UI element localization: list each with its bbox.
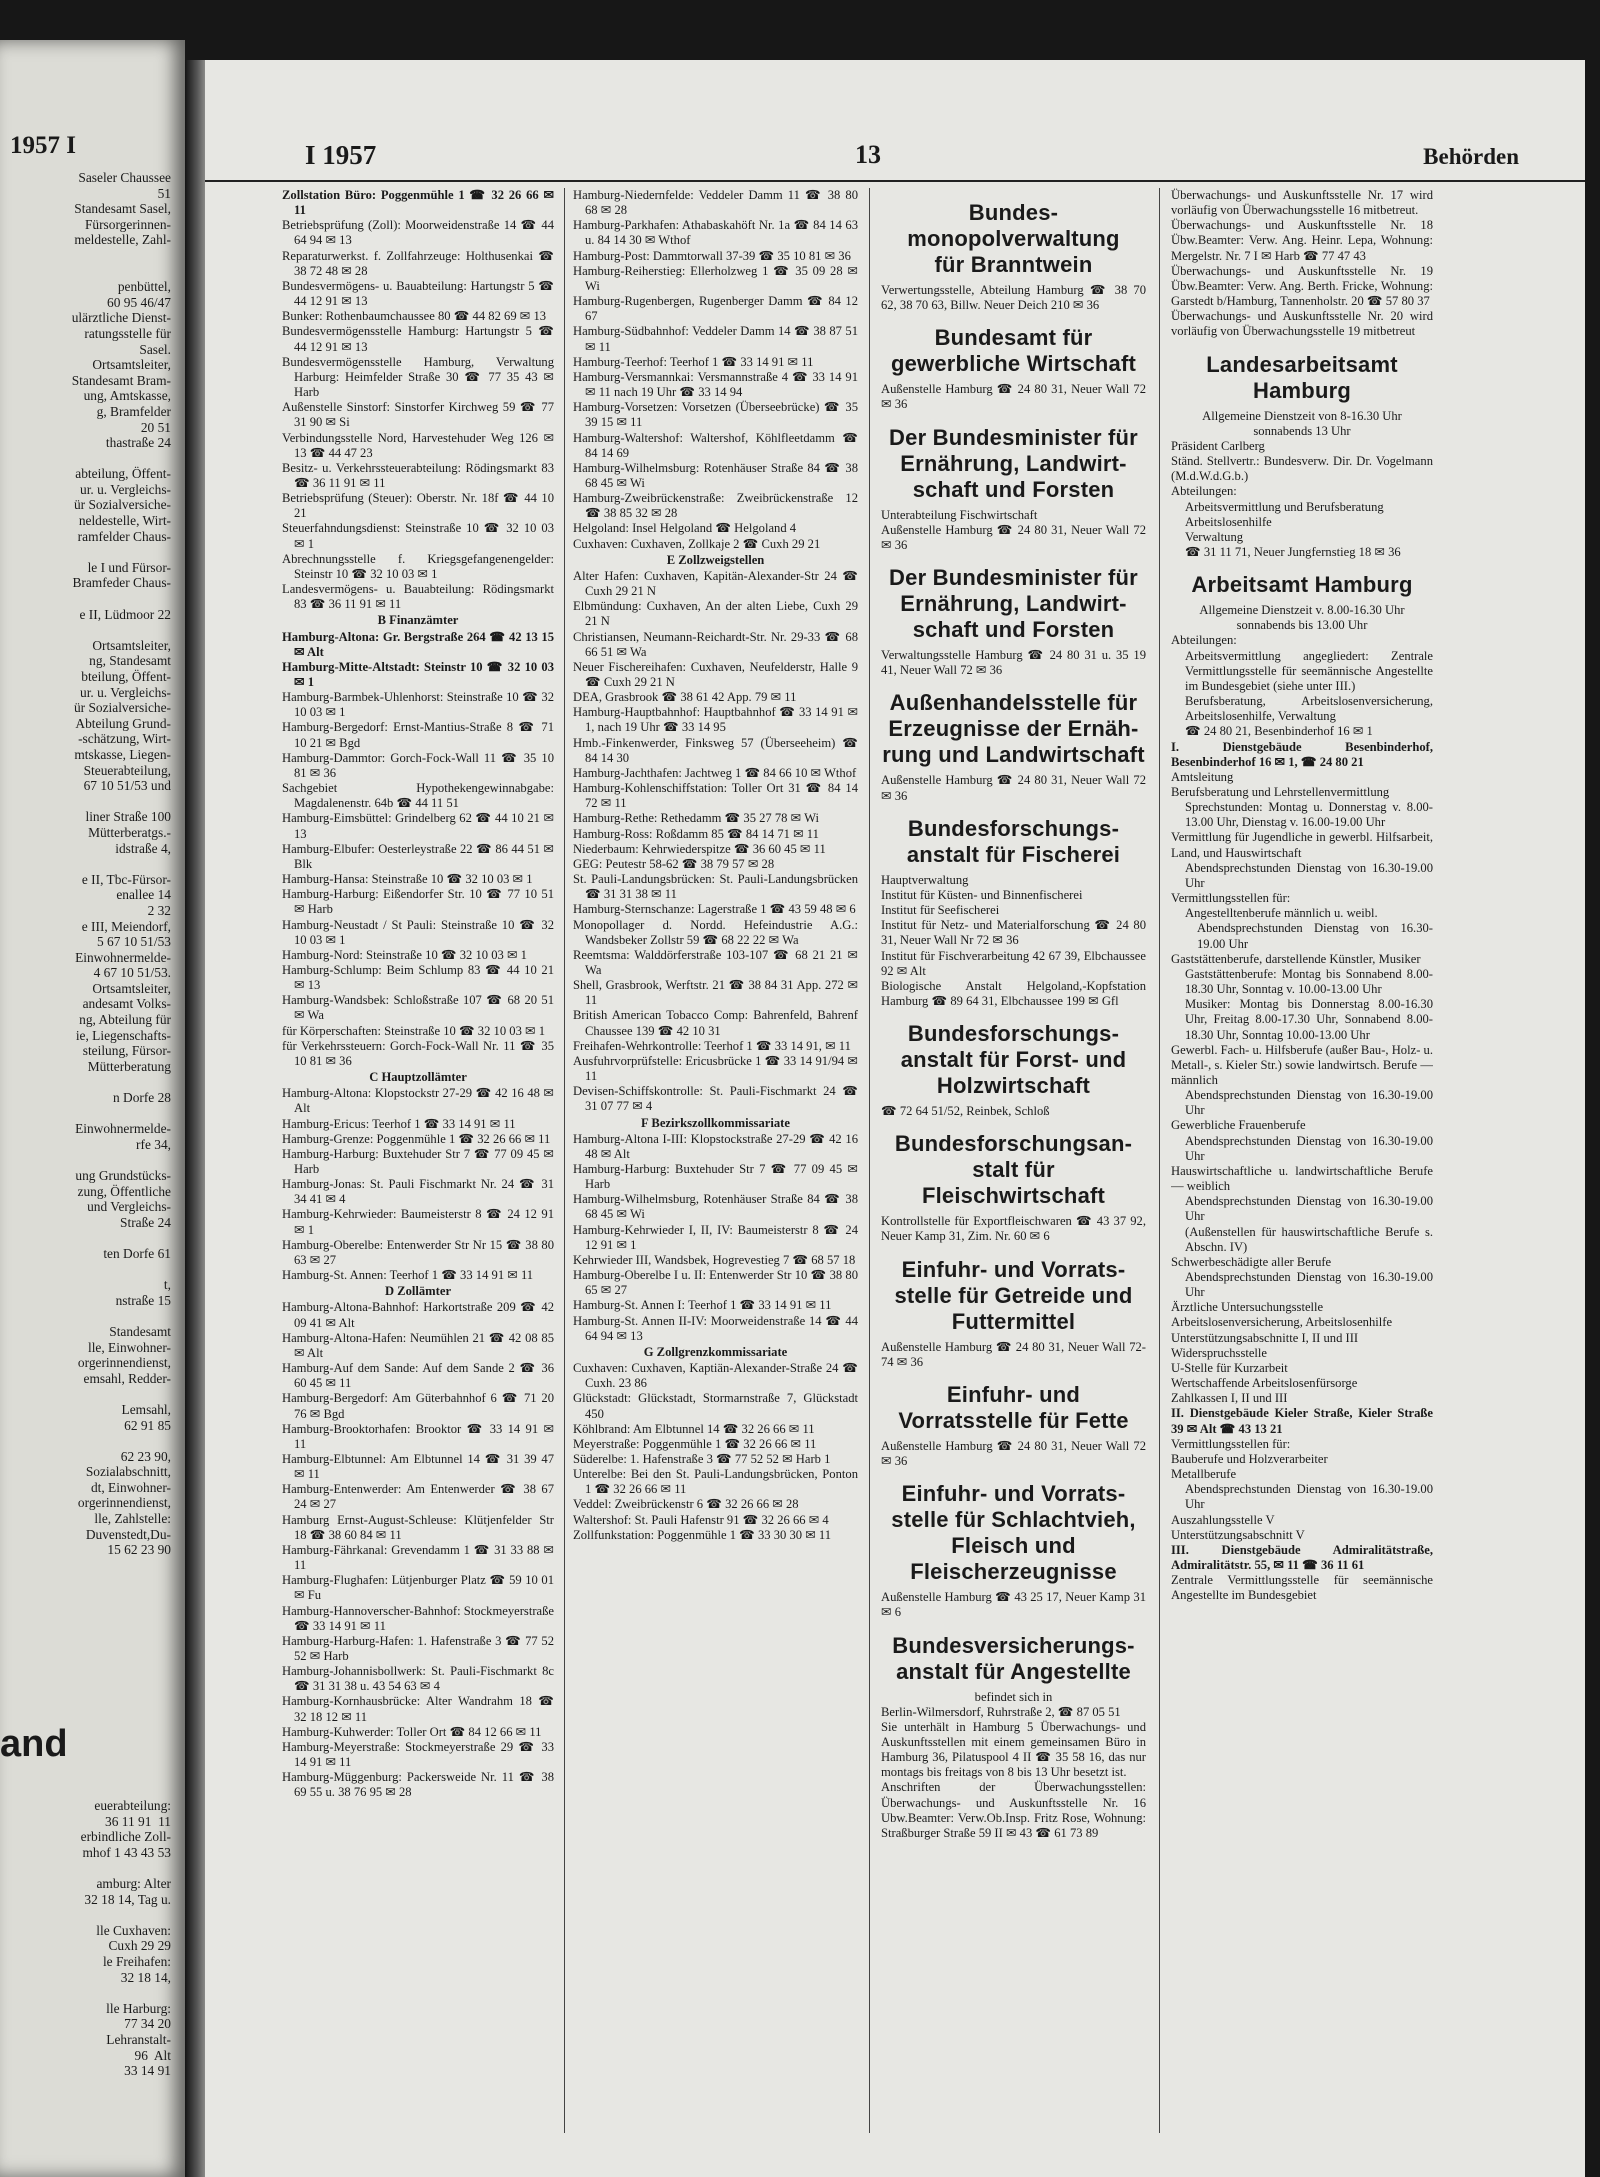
agency-detail: Außenstelle Hamburg ☎ 24 80 31, Neuer Wall 72 ✉ 36 (881, 382, 1146, 412)
directory-entry: Hamburg-Kuhwerder: Toller Ort ☎ 84 12 66 ✉ 11 (282, 1724, 542, 1739)
office-detail: Vermittlung für Jugendliche in gewerbl. Hilfsarbeit, Land, und Hauswirtschaft (1171, 830, 1433, 860)
office-entry: Überwachungs- und Auskunftsstelle Nr. 19 Übw.Beamter: Verw. Ang. Berth. Fricke, Wohnung: Garstedt b/Hamburg, Tannenholstr. 20 ☎ 57 80 37 (1171, 263, 1433, 309)
directory-entry: Verbindungsstelle Nord, Harvestehuder Weg 126 ✉ 13 ☎ 44 47 23 (282, 430, 554, 460)
office-detail: Hauswirtschaftliche u. landwirtschaftliche Berufe — weiblich (1171, 1163, 1433, 1194)
agency-title: Einfuhr- und Vorratsstelle für Fette (898, 1381, 1129, 1433)
agency-detail: Verwertungsstelle, Abteilung Hamburg ☎ 38 70 62, 38 70 63, Billw. Neuer Deich 210 ✉ 36 (881, 283, 1146, 313)
agency-title: Einfuhr- und Vorrats- stelle für Schlachtvieh, Fleisch und Fleischerzeugnisse (891, 1481, 1136, 1585)
agency-detail: Institut für Küsten- und Binnenfischerei (881, 887, 1083, 902)
directory-entry: DEA, Grasbrook ☎ 38 61 42 App. 79 ✉ 11 (573, 690, 797, 705)
directory-entry: Betriebsprüfung (Steuer): Oberstr. Nr. 18f ☎ 44 10 21 (282, 491, 554, 521)
directory-entry: Hamburg-St. Annen: Teerhof 1 ☎ 33 14 91 ✉ 11 (282, 1268, 534, 1283)
directory-entry: Bundesvermögens- u. Bauabteilung: Hartungstr 5 ☎ 44 12 91 ✉ 13 (282, 278, 554, 309)
agency-detail: Außenstelle Hamburg ☎ 24 80 31, Neuer Wall 72-74 ✉ 36 (881, 1339, 1146, 1369)
office-detail: sonnabends 13 Uhr (1253, 423, 1351, 438)
directory-entry: Hamburg-Neustadt / St Pauli: Steinstraße 10 ☎ 32 10 03 ✉ 1 (282, 917, 554, 947)
directory-entry: Hamburg-Elbufer: Oesterleystraße 22 ☎ 86 44 51 ✉ Blk (282, 841, 554, 871)
office-detail: Unterstützungsabschnitt V (1171, 1527, 1305, 1542)
directory-entry: Hamburg-Harburg: Eißendorfer Str. 10 ☎ 77 10 51 ✉ Harb (282, 887, 554, 917)
directory-entry: Hamburg-Fährkanal: Grevendamm 1 ☎ 31 33 88 ✉ 11 (282, 1542, 554, 1573)
directory-entry: Süderelbe: 1. Hafenstraße 3 ☎ 77 52 52 ✉ Harb 1 (573, 1451, 831, 1466)
directory-entry: Hamburg-Jachthafen: Jachtweg 1 ☎ 84 66 10 ✉ Wthof (573, 765, 857, 780)
directory-entry: Zollfunkstation: Poggenmühle 1 ☎ 33 30 30 ✉ 11 (573, 1527, 832, 1542)
directory-entry: Reparaturwerkst. f. Zollfahrzeuge: Holthusenkai ☎ 38 72 48 ✉ 28 (282, 248, 554, 278)
agency-detail: Außenstelle Hamburg ☎ 24 80 31, Neuer Wall 72 ✉ 36 (881, 522, 1146, 552)
office-detail: Abendsprechstunden Dienstag von 16.30-19.00 Uhr (1185, 860, 1433, 890)
directory-entry: Hamburg-Müggenburg: Packersweide Nr. 11 ☎ 38 69 55 u. 38 76 95 ✉ 28 (282, 1770, 554, 1800)
directory-entry: British American Tobacco Comp: Bahrenfeld, Bahrenf Chaussee 139 ☎ 42 10 31 (573, 1008, 858, 1038)
agency-block (881, 325, 1146, 412)
directory-entry: Betriebsprüfung (Zoll): Moorweidenstraße 14 ☎ 44 64 94 ✉ 13 (282, 218, 554, 248)
directory-entry: Hamburg-Hansa: Steinstraße 10 ☎ 32 10 03 ✉ 1 (282, 872, 533, 887)
agency-block (881, 816, 1146, 1009)
agency-block (881, 1021, 1146, 1119)
office-detail: Widerspruchsstelle (1171, 1345, 1268, 1360)
office-detail: Zentrale Vermittlungsstelle für seemännische Angestellte im Bundesgebiet (1171, 1573, 1433, 1603)
agency-detail: Hauptverwaltung (881, 872, 969, 887)
agency-block (881, 1382, 1146, 1469)
directory-entry: Steuerfahndungsdienst: Steinstraße 10 ☎ 32 10 03 ✉ 1 (282, 521, 554, 551)
subsection-heading: E Zollzweigstellen (666, 552, 765, 567)
directory-entry: Freihafen-Wehrkontrolle: Teerhof 1 ☎ 33 14 91, ✉ 11 (573, 1038, 851, 1053)
column-2 (573, 188, 858, 1543)
left-page-text-lower: euerabteilung: 36 11 91 11 erbindliche Zoll- mhof 1 43 43 53 amburg: Alter 32 18 14, Tag u. lle Cuxhaven: Cuxh 29 29 le Freihafen: 32 18 14, lle Harburg: 77 34 20 Lehranstalt- 96 Alt 33 14 91 (80, 1798, 171, 2079)
agency-title: Einfuhr- und Vorrats- stelle für Getreide und Futtermittel (894, 1256, 1133, 1334)
directory-entry: Hamburg-Barmbek-Uhlenhorst: Steinstraße 10 ☎ 32 10 03 ✉ 1 (282, 690, 554, 720)
directory-entry: Hamburg-Post: Dammtorwall 37-39 ☎ 35 10 81 ✉ 36 (573, 248, 851, 263)
directory-entry: Abrechnungsstelle f. Kriegsgefangenengelder: Steinstr 10 ☎ 32 10 03 ✉ 1 (282, 551, 554, 581)
agency-detail: Institut für Seefischerei (881, 903, 1000, 918)
page-marker: I 1957 (305, 140, 377, 170)
directory-entry: Hamburg-Grenze: Poggenmühle 1 ☎ 32 26 66 ✉ 11 (282, 1131, 551, 1146)
office-detail: Arbeitslosenhilfe (1185, 514, 1272, 529)
office-detail: Abendsprechstunden Dienstag von 16.30-19.00 Uhr (1185, 1133, 1433, 1163)
column-4 (1171, 188, 1433, 1603)
office-detail: Metallberufe (1171, 1467, 1237, 1482)
directory-entry: Hamburg-Rugenbergen, Rugenberger Damm ☎ 84 12 67 (573, 294, 858, 324)
agency-detail: ☎ 72 64 51/52, Reinbek, Schloß (881, 1104, 1050, 1119)
agency-detail: Verwaltungsstelle Hamburg ☎ 24 80 31 u. 35 19 41, Neuer Wall 72 ✉ 36 (881, 648, 1146, 678)
directory-entry: Devisen-Schiffskontrolle: St. Pauli-Fischmarkt 24 ☎ 31 07 77 ✉ 4 (573, 1084, 858, 1114)
agency-title: Arbeitsamt Hamburg (1191, 572, 1413, 598)
directory-entry: GEG: Peutestr 58-62 ☎ 38 79 57 ✉ 28 (573, 856, 775, 871)
directory-entry: für Verkehrssteuern: Gorch-Fock-Wall Nr. 11 ☎ 35 10 81 ✉ 36 (282, 1038, 554, 1068)
directory-entry: Hamburg-Mitte-Altstadt: Steinstr 10 ☎ 32 10 03 ✉ 1 (282, 659, 554, 689)
directory-entry: Hamburg-Kehrwieder I, II, IV: Baumeisterstr 8 ☎ 24 12 91 ✉ 1 (573, 1222, 858, 1252)
directory-entry: Außenstelle Sinstorf: Sinstorfer Kirchweg 59 ☎ 77 31 90 ✉ Si (282, 400, 554, 430)
agency-detail: Außenstelle Hamburg ☎ 24 80 31, Neuer Wall 72 ✉ 36 (881, 773, 1146, 803)
directory-entry: Hamburg-Sternschanze: Lagerstraße 1 ☎ 43 59 48 ✉ 6 (573, 902, 856, 917)
book-gutter (185, 60, 205, 2177)
office-detail: Berufsberatung und Lehrstellenvermittlung (1171, 785, 1390, 799)
agency-detail: befindet sich in (974, 1689, 1053, 1704)
directory-entry: Hamburg Ernst-August-Schleuse: Klütjenfelder Str 18 ☎ 38 60 84 ✉ 11 (282, 1512, 554, 1542)
agency-detail: Sie unterhält in Hamburg 5 Überwachungs- und Auskunftsstellen mit einem gemeinsamen Büro in Hamburg 36, Pilatuspool 4 II ☎ 35 58 16, das nur montags bis freitags von 8 bis 13 Uhr besetzt ist. (881, 1719, 1146, 1780)
directory-entry: Elbmündung: Cuxhaven, An der alten Liebe, Cuxh 29 21 N (573, 599, 858, 629)
page-header (205, 140, 1585, 182)
agency-title: Bundesversicherungs- anstalt für Angestellte (892, 1632, 1135, 1684)
office-detail: Abendsprechstunden Dienstag von 16.30-19.00 Uhr (1197, 921, 1433, 951)
office-detail: Sprechstunden: Montag u. Donnerstag v. 8.00-13.00 Uhr, Dienstag v. 16.00-19.00 Uhr (1185, 800, 1433, 830)
directory-entry: Hamburg-Meyerstraße: Stockmeyerstraße 29 ☎ 33 14 91 ✉ 11 (282, 1739, 554, 1770)
office-detail: Ständ. Stellvertr.: Bundesverw. Dir. Dr. Vogelmann (M.d.W.d.G.b.) (1171, 454, 1433, 484)
directory-entry: Shell, Grasbrook, Werftstr. 21 ☎ 38 84 31 App. 272 ✉ 11 (573, 978, 858, 1008)
directory-entry: Hamburg-Harburg: Buxtehuder Str 7 ☎ 77 09 45 ✉ Harb (282, 1146, 554, 1176)
directory-entry: Cuxhaven: Cuxhaven, Zollkaje 2 ☎ Cuxh 29 21 (573, 536, 821, 551)
agency-block (881, 565, 1146, 678)
directory-entry: Landesvermögens- u. Bauabteilung: Rödingsmarkt 83 ☎ 36 11 91 ✉ 11 (282, 582, 554, 612)
directory-entry: Hamburg-Jonas: St. Pauli Fischmarkt Nr. 24 ☎ 31 34 41 ✉ 4 (282, 1177, 554, 1207)
directory-entry: Bunker: Rothenbaumchaussee 80 ☎ 44 82 69 ✉ 13 (282, 309, 547, 324)
directory-entry: Niederbaum: Kehrwiederspitze ☎ 36 60 45 ✉ 11 (573, 841, 826, 856)
directory-entry: Hamburg-Altona-Bahnhof: Harkortstraße 209 ☎ 42 09 41 ✉ Alt (282, 1300, 554, 1330)
office-detail: Musiker: Montag bis Donnerstag 8.00-16.30 Uhr, Freitag 8.00-17.30 Uhr, Sonnabend 8.00-18.30 Uhr, Sonntag 10.00-13.00 Uhr (1185, 997, 1433, 1042)
agency-detail: Außenstelle Hamburg ☎ 43 25 17, Neuer Kamp 31 ✉ 6 (881, 1590, 1146, 1620)
agency-detail: Berlin-Wilmersdorf, Ruhrstraße 2, ☎ 87 05 51 (881, 1704, 1121, 1719)
office-detail: Arbeitsvermittlung angegliedert: Zentrale Vermittlungsstelle für seemännische Angestellte im Bundesgebiet (siehe unter III.) (1185, 648, 1433, 693)
section-title: Behörden (1423, 144, 1519, 169)
office-detail: Allgemeine Dienstzeit v. 8.00-16.30 Uhr (1199, 603, 1405, 618)
directory-entry: Hamburg-Dammtor: Gorch-Fock-Wall 11 ☎ 35 10 81 ✉ 36 (282, 750, 554, 780)
directory-entry: Hamburg-Ericus: Teerhof 1 ☎ 33 14 91 ✉ 11 (282, 1116, 516, 1131)
office-detail: Arbeitsvermittlung und Berufsberatung (1185, 499, 1384, 514)
directory-entry: Hamburg-Niedernfelde: Veddeler Damm 11 ☎ 38 80 68 ✉ 28 (573, 188, 858, 218)
directory-entry: Köhlbrand: Am Elbtunnel 14 ☎ 32 26 66 ✉ 11 (573, 1421, 815, 1436)
agency-block (881, 1633, 1146, 1842)
directory-entry: Hamburg-Eimsbüttel: Grindelberg 62 ☎ 44 10 21 ✉ 13 (282, 811, 554, 841)
office-detail: Allgemeine Dienstzeit von 8-16.30 Uhr (1202, 408, 1402, 423)
column-3 (881, 188, 1146, 1841)
agency-title: Bundesamt für gewerbliche Wirtschaft (890, 325, 1137, 377)
office-detail: Abendsprechstunden Dienstag von 16.30-19.00 Uhr (1185, 1194, 1433, 1224)
office-detail: Gewerbl. Fach- u. Hilfsberufe (außer Bau-, Holz- u. Metall-, s. Kieler Str.) sowie landwirtsch. Berufe — männlich (1171, 1042, 1433, 1087)
left-page-fragment (0, 40, 185, 2177)
directory-entry: Hamburg-Ross: Roßdamm 85 ☎ 84 14 71 ✉ 11 (573, 826, 819, 841)
directory-entry: Hamburg-Oberelbe: Entenwerder Str Nr 15 ☎ 38 80 63 ✉ 27 (282, 1237, 554, 1267)
office-detail: Schwerbeschädigte aller Berufe (1171, 1254, 1332, 1269)
agency-title: Bundesforschungs- anstalt für Forst- und Holzwirtschaft (900, 1021, 1127, 1099)
directory-entry: Hamburg-Wilhelmsburg: Rotenhäuser Straße 84 ☎ 38 68 45 ✉ Wi (573, 460, 858, 490)
subsection-heading: D Zollämter (384, 1284, 452, 1299)
directory-entry: Hamburg-Vorsetzen: Vorsetzen (Überseebrücke) ☎ 35 39 15 ✉ 11 (573, 400, 858, 430)
office-detail: II. Dienstgebäude Kieler Straße, Kieler Straße 39 ✉ Alt ☎ 43 13 21 (1171, 1406, 1433, 1436)
subsection-heading: F Bezirkszollkommissariate (641, 1115, 790, 1130)
left-page-heading: and (0, 1723, 68, 1765)
directory-entry: Hamburg-Harburg-Hafen: 1. Hafenstraße 3 ☎ 77 52 52 ✉ Harb (282, 1633, 554, 1663)
directory-entry: Hamburg-Hauptbahnhof: Hauptbahnhof ☎ 33 14 91 ✉ 1, nach 19 Uhr ☎ 33 14 95 (573, 705, 858, 735)
directory-entry: Hamburg-Johannisbollwerk: St. Pauli-Fischmarkt 8c ☎ 31 31 38 u. 43 54 63 ✉ 4 (282, 1664, 554, 1694)
office-detail: III. Dienstgebäude Admiralitätstraße, Admiralitätstr. 55, ✉ 11 ☎ 36 11 61 (1171, 1542, 1433, 1572)
office-detail: Amtsleitung (1171, 769, 1234, 784)
directory-entry: Hamburg-Zweibrückenstraße: Zweibrückenstraße 12 ☎ 38 85 32 ✉ 28 (573, 491, 858, 521)
office-detail: Gaststättenberufe: Montag bis Sonnabend 8.00-18.30 Uhr, Sonntag v. 10.00-13.00 Uhr (1185, 966, 1433, 997)
office-detail: Zahlkassen I, II und III (1171, 1391, 1288, 1406)
directory-entry: Hmb.-Finkenwerder, Finksweg 57 (Überseeheim) ☎ 84 14 30 (573, 735, 858, 765)
agency-title: Der Bundesminister für Ernährung, Landwirt- schaft und Forsten (889, 424, 1138, 502)
directory-entry: Hamburg-Kohlenschiffstation: Toller Ort 31 ☎ 84 14 72 ✉ 11 (573, 781, 858, 811)
directory-entry: Cuxhaven: Cuxhaven, Kaptiän-Alexander-Straße 24 ☎ Cuxh. 23 86 (573, 1361, 858, 1391)
directory-entry: Hamburg-Altona-Hafen: Neumühlen 21 ☎ 42 08 85 ✉ Alt (282, 1330, 554, 1360)
agency-detail: Institut für Netz- und Materialforschung ☎ 24 80 31, Neuer Wall Nr 72 ✉ 36 (881, 918, 1146, 948)
office-detail: Vermittlungsstellen für: (1171, 891, 1291, 906)
agency-detail: Außenstelle Hamburg ☎ 24 80 31, Neuer Wall 72 ✉ 36 (881, 1438, 1146, 1469)
directory-entry: Hamburg-Wilhelmsburg, Rotenhäuser Straße 84 ☎ 38 68 45 ✉ Wi (573, 1192, 858, 1222)
arbeitsamt-block (1171, 572, 1433, 1603)
directory-entry: Hamburg-Parkhafen: Athabaskahöft Nr. 1a ☎ 84 14 63 u. 84 14 30 ✉ Wthof (573, 218, 858, 248)
directory-entry: Hamburg-Teerhof: Teerhof 1 ☎ 33 14 91 ✉ 11 (573, 354, 814, 369)
directory-entry: Monopollager d. Nordd. Hefeindustrie A.G.: Wandsbeker Zollstr 59 ☎ 68 22 22 ✉ Wa (573, 917, 858, 947)
office-detail: Gewerbliche Frauenberufe (1171, 1118, 1306, 1133)
directory-entry: Hamburg-Bergedorf: Ernst-Mantius-Straße 8 ☎ 71 10 21 ✉ Bgd (282, 720, 554, 750)
directory-page (205, 60, 1585, 2177)
column-rule (564, 188, 565, 2133)
directory-entry: Veddel: Zweibrückenstr 6 ☎ 32 26 66 ✉ 28 (573, 1497, 799, 1512)
office-detail: sonnabends bis 13.00 Uhr (1236, 618, 1368, 633)
directory-entry: Hamburg-St. Annen I: Teerhof 1 ☎ 33 14 91 ✉ 11 (573, 1298, 832, 1313)
directory-entry: Hamburg-Bergedorf: Am Güterbahnhof 6 ☎ 71 20 76 ✉ Bgd (282, 1391, 554, 1421)
office-detail: ☎ 31 11 71, Neuer Jungfernstieg 18 ✉ 36 (1185, 544, 1401, 559)
left-page-header: 1957 I (10, 132, 76, 159)
directory-entry: Bundesvermögensstelle Hamburg: Hartungstr 5 ☎ 44 12 91 ✉ 13 (282, 324, 554, 354)
office-detail: Abendsprechstunden Dienstag von 16.30-19.00 Uhr (1185, 1270, 1433, 1300)
directory-entry: Hamburg-Flughafen: Lütjenburger Platz ☎ 59 10 01 ✉ Fu (282, 1573, 554, 1603)
office-detail: (Außenstellen für hauswirtschaftliche Berufe s. Abschn. IV) (1185, 1224, 1433, 1254)
office-detail: Abteilungen: (1171, 484, 1237, 499)
office-detail: Angestelltenberufe männlich u. weibl. (1185, 906, 1378, 921)
office-detail: Berufsberatung, Arbeitslosenversicherung, Arbeitslosenhilfe, Verwaltung (1185, 694, 1433, 724)
subsection-heading: B Finanzämter (377, 613, 459, 628)
subsection-heading: C Hauptzollämter (369, 1070, 467, 1085)
directory-entry: für Körperschaften: Steinstraße 10 ☎ 32 10 03 ✉ 1 (282, 1023, 546, 1038)
directory-entry: Hamburg-Kehrwieder: Baumeisterstr 8 ☎ 24 12 91 ✉ 1 (282, 1207, 554, 1237)
directory-entry: Christiansen, Neumann-Reichardt-Str. Nr. 29-33 ☎ 68 66 51 ✉ Wa (573, 629, 858, 659)
directory-entry: Hamburg-Rethe: Rethedamm ☎ 35 27 78 ✉ Wi (573, 811, 819, 826)
agency-title: Außenhandelsstelle für Erzeugnisse der Ernäh- rung und Landwirtschaft (882, 690, 1145, 768)
agency-detail: Institut für Fischverarbeitung 42 67 39, Elbchaussee 92 ✉ Alt (881, 948, 1146, 978)
agency-block (881, 1257, 1146, 1370)
directory-entry: Hamburg-Südbahnhof: Veddeler Damm 14 ☎ 38 87 51 ✉ 11 (573, 324, 858, 354)
directory-entry: Helgoland: Insel Helgoland ☎ Helgoland 4 (573, 521, 797, 536)
column-1 (282, 188, 554, 1801)
office-detail: Abendsprechstunden Dienstag von 16.30-19.00 Uhr (1185, 1482, 1433, 1512)
directory-entry: Unterelbe: Bei den St. Pauli-Landungsbrücken, Ponton 1 ☎ 32 26 66 ✉ 11 (573, 1467, 858, 1497)
agency-title: Der Bundesminister für Ernährung, Landwirt- schaft und Forsten (889, 565, 1138, 643)
directory-entry: Kehrwieder III, Wandsbek, Hogrevestieg 7 ☎ 68 57 18 (573, 1252, 856, 1267)
landesarbeitsamt-block (1171, 352, 1433, 561)
column-rule (1159, 188, 1160, 2133)
office-detail: Wertschaffende Arbeitslosenfürsorge (1171, 1376, 1358, 1391)
office-detail: Bauberufe und Holzverarbeiter (1171, 1451, 1328, 1466)
agency-block (881, 425, 1146, 553)
office-detail: Gaststättenberufe, darstellende Künstler, Musiker (1171, 951, 1421, 966)
directory-entry: Hamburg-Altona: Klopstockstr 27-29 ☎ 42 16 48 ✉ Alt (282, 1086, 554, 1116)
directory-entry: Reemtsma: Walddörferstraße 103-107 ☎ 68 21 21 ✉ Wa (573, 947, 858, 977)
office-entry: Überwachungs- und Auskunftsstelle Nr. 18 Übw.Beamter: Verw. Ang. Heinr. Lepa, Wohnung: Mergelstr. Nr. 7 I ✉ Harb ☎ 77 47 43 (1171, 218, 1433, 263)
directory-entry: Hamburg-Waltershof: Waltershof, Köhlfleetdamm ☎ 84 14 69 (573, 430, 858, 460)
page-number: 13 (855, 140, 881, 169)
directory-entry: Hamburg-Schlump: Beim Schlump 83 ☎ 44 10 21 ✉ 13 (282, 962, 554, 993)
office-detail: ☎ 24 80 21, Besenbinderhof 16 ✉ 1 (1185, 724, 1373, 739)
directory-entry: Hamburg-Auf dem Sande: Auf dem Sande 2 ☎ 36 60 45 ✉ 11 (282, 1361, 554, 1391)
directory-entry: Bundesvermögensstelle Hamburg, Verwaltung Harburg: Heimfelder Straße 30 ☎ 77 35 43 ✉ Harb (282, 354, 554, 400)
left-page-text: Saseler Chaussee 51 Standesamt Sasel, Fürsorgerinnen- meldestelle, Zahl- penbüttel, 60 95 46/47 ulärztliche Dienst- ratungsstelle für Sasel. Ortsamtsleiter, Standesamt Bram- ung, Amtskasse, g, Bramfelder 20 51 thastraße 24 abteilung, Öffent- ur. u. Vergleichs- ür Sozialversiche- neldestelle, Wirt- ramfelder Chaus- le I und Fürsor- Bramfeder Chaus- e II, Lüdmoor 22 Ortsamtsleiter, ng, Standesamt bteilung, Öffent- ur. u. Vergleichs- ür Sozialversiche- Abteilung Grund- -schätzung, Wirt- mtskasse, Liegen- Steuerabteilung, 67 10 51/53 und liner Straße 100 Mütterberatgs.- idstraße 4, e II, Tbc-Fürsor- enallee 14 2 32 e III, Meiendorf, 5 67 10 51/53 Einwohnermelde- 4 67 10 51/53. Ortsamtsleiter, andesamt Volks- ng, Abteilung für ie, Liegenschafts- steilung, Fürsor- Mütterberatung n Dorfe 28 Einwohnermelde- rfe 34, ung Grundstücks- zung, Öffentliche und Vergleichs- Straße 24 ten Dorfe 61 t, nstraße 15 Standesamt lle, Einwohner- orgerinnendienst, emsahl, Redder- Lemsahl, 62 91 85 62 23 90, Sozialabschnitt, dt, Einwohner- orgerinnendienst, lle, Zahlstelle: Duvenstedt,Du- 15 62 23 90 (71, 170, 171, 1558)
agency-detail: Unterabteilung Fischwirtschaft (881, 507, 1038, 522)
directory-entry: Hamburg-Wandsbek: Schloßstraße 107 ☎ 68 20 51 ✉ Wa (282, 993, 554, 1023)
directory-entry: Alter Hafen: Cuxhaven, Kapitän-Alexander-Str 24 ☎ Cuxh 29 21 N (573, 568, 858, 599)
directory-entry: Neuer Fischereihafen: Cuxhaven, Neufelderstr, Halle 9 ☎ Cuxh 29 21 N (573, 659, 858, 689)
directory-entry: Zollstation Büro: Poggenmühle 1 ☎ 32 26 66 ✉ 11 (282, 188, 554, 218)
agency-block (881, 1131, 1146, 1244)
agency-detail: Anschriften der Überwachungsstellen: Überwachungs- und Auskunftsstelle Nr. 16 Ubw.Beamter: Verw.Ob.Insp. Fritz Rose, Wohnung: Straßburger Straße 59 II ✉ 43 ☎ 61 73 89 (881, 1780, 1146, 1840)
office-detail: I. Dienstgebäude Besenbinderhof, Besenbinderhof 16 ✉ 1, ☎ 24 80 21 (1171, 739, 1433, 769)
directory-entry: Hamburg-Harburg: Buxtehuder Str 7 ☎ 77 09 45 ✉ Harb (573, 1162, 858, 1192)
agency-detail: Kontrollstelle für Exportfleischwaren ☎ 43 37 92, Neuer Kamp 31, Zim. Nr. 60 ✉ 6 (881, 1214, 1146, 1244)
agency-detail: Biologische Anstalt Helgoland,-Kopfstation Hamburg ☎ 89 64 31, Elbchaussee 199 ✉ Gfl (881, 978, 1146, 1008)
office-entry: Überwachungs- und Auskunftsstelle Nr. 20 wird vorläufig von Überwachungsstelle 19 mitbetreut (1171, 309, 1433, 339)
office-detail: Präsident Carlberg (1171, 438, 1265, 453)
agency-title: Landesarbeitsamt Hamburg (1206, 351, 1398, 403)
office-entry: Überwachungs- und Auskunftsstelle Nr. 17 wird vorläufig von Überwachungsstelle 16 mitbetreut. (1171, 188, 1433, 218)
directory-entry: Hamburg-Entenwerder: Am Entenwerder ☎ 38 67 24 ✉ 27 (282, 1482, 554, 1512)
directory-entry: Glückstadt: Glückstadt, Stormarnstraße 7, Glückstadt 450 (573, 1391, 858, 1421)
agency-title: Bundesforschungsan- stalt für Fleischwirtschaft (894, 1131, 1133, 1209)
supervision-offices (1171, 188, 1433, 340)
directory-entry: Meyerstraße: Poggenmühle 1 ☎ 32 26 66 ✉ 11 (573, 1436, 817, 1451)
directory-entry: Hamburg-Oberelbe I u. II: Entenwerder Str 10 ☎ 38 80 65 ✉ 27 (573, 1268, 858, 1298)
directory-entry: Sachgebiet Hypothekengewinnabgabe: Magdalenenstr. 64b ☎ 44 11 51 (282, 781, 554, 811)
directory-entry: Hamburg-Altona: Gr. Bergstraße 264 ☎ 42 13 15 ✉ Alt (282, 629, 554, 659)
directory-entry: Hamburg-Reiherstieg: Ellerholzweg 1 ☎ 35 09 28 ✉ Wi (573, 263, 858, 293)
directory-entry: Hamburg-Kornhausbrücke: Alter Wandrahm 18 ☎ 32 18 12 ✉ 11 (282, 1694, 554, 1724)
directory-entry: Hamburg-Elbtunnel: Am Elbtunnel 14 ☎ 31 39 47 ✉ 11 (282, 1451, 554, 1482)
office-detail: Auszahlungsstelle V (1171, 1512, 1275, 1527)
agency-title: Bundes- monopolverwaltung für Branntwein (907, 200, 1120, 277)
directory-entry: St. Pauli-Landungsbrücken: St. Pauli-Landungsbrücken ☎ 31 31 38 ✉ 11 (573, 872, 858, 902)
office-detail: Verwaltung (1185, 529, 1244, 544)
office-detail: Abteilungen: (1171, 633, 1237, 648)
directory-entry: Hamburg-Hannoverscher-Bahnhof: Stockmeyerstraße ☎ 33 14 91 ✉ 11 (282, 1603, 554, 1633)
directory-entry: Ausfuhrvorprüfstelle: Ericusbrücke 1 ☎ 33 14 91/94 ✉ 11 (573, 1053, 858, 1084)
office-detail: Vermittlungsstellen für: (1171, 1436, 1291, 1451)
office-detail: Arbeitslosenversicherung, Arbeitslosenhilfe (1171, 1315, 1393, 1330)
office-detail: Abendsprechstunden Dienstag von 16.30-19.00 Uhr (1185, 1088, 1433, 1118)
directory-entry: Hamburg-Nord: Steinstraße 10 ☎ 32 10 03 ✉ 1 (282, 947, 527, 962)
directory-entry: Hamburg-Brooktorhafen: Brooktor ☎ 33 14 91 ✉ 11 (282, 1421, 554, 1451)
office-detail: Unterstützungsabschnitte I, II und III (1171, 1330, 1359, 1345)
directory-entry: Hamburg-Altona I-III: Klopstockstraße 27-29 ☎ 42 16 48 ✉ Alt (573, 1131, 858, 1161)
office-detail: Ärztliche Untersuchungsstelle (1171, 1300, 1324, 1315)
directory-entry: Hamburg-St. Annen II-IV: Moorweidenstraße 14 ☎ 44 64 94 ✉ 13 (573, 1313, 858, 1343)
directory-entry: Waltershof: St. Pauli Hafenstr 91 ☎ 32 26 66 ✉ 4 (573, 1512, 829, 1527)
directory-entry: Besitz- u. Verkehrssteuerabteilung: Rödingsmarkt 83 ☎ 36 11 91 ✉ 11 (282, 460, 554, 490)
office-detail: U-Stelle für Kurzarbeit (1171, 1360, 1288, 1375)
subsection-heading: G Zollgrenzkommissariate (643, 1344, 788, 1359)
agency-block (881, 690, 1146, 803)
agency-block (881, 200, 1146, 313)
agency-block (881, 1481, 1146, 1620)
directory-entry: Hamburg-Versmannkai: Versmannstraße 4 ☎ 33 14 91 ✉ 11 nach 19 Uhr ☎ 33 14 94 (573, 369, 858, 400)
agency-title: Bundesforschungs- anstalt für Fischerei (906, 815, 1121, 867)
column-rule (869, 188, 870, 2133)
